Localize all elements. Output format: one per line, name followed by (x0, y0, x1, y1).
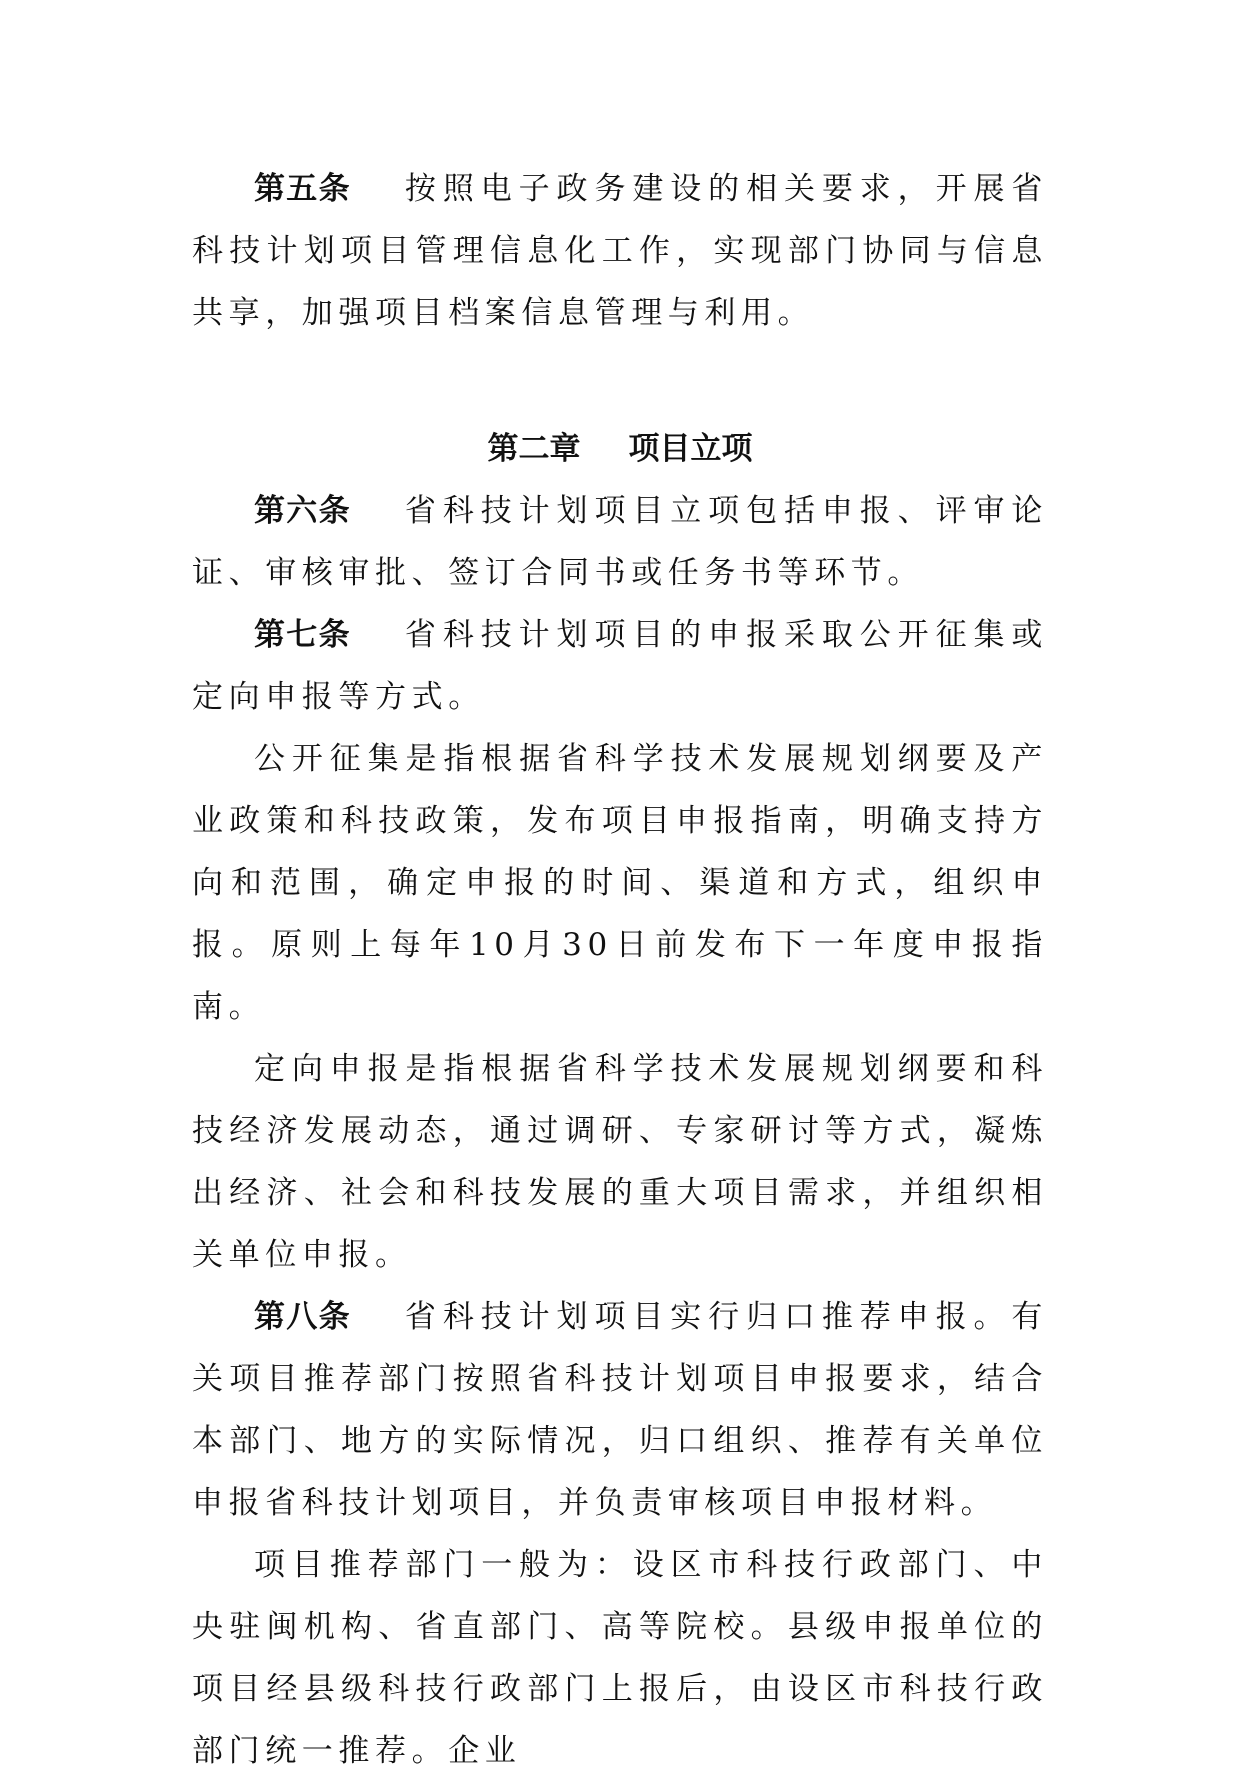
paragraph-public-solicitation: 公开征集是指根据省科学技术发展规划纲要及产业政策和科技政策，发布项目申报指南，明确支持方向和范围，确定申报的时间、渠道和方式，组织申报。原则上每年10月30日前发布下一年度申报指南。 (192, 741, 1048, 1025)
article-6-text: 省科技计划项目立项包括申报、评审论证、审核审批、签订合同书或任务书等环节。 (192, 493, 1049, 591)
chapter-spacer (192, 344, 1048, 418)
chapter-title: 项目立项 (628, 431, 753, 467)
document-page (192, 158, 1048, 1782)
article-6 (192, 480, 1048, 604)
paragraph-directed-application: 定向申报是指根据省科学技术发展规划纲要和科技经济发展动态，通过调研、专家研讨等方式，凝炼出经济、社会和科技发展的重大项目需求，并组织相关单位申报。 (192, 1051, 1048, 1273)
article-8-label: 第八条 (254, 1299, 351, 1335)
article-7 (192, 604, 1048, 728)
article-8 (192, 1286, 1048, 1534)
article-7-text: 省科技计划项目的申报采取公开征集或定向申报等方式。 (192, 617, 1049, 715)
article-7-label: 第七条 (254, 617, 351, 653)
article-8-text: 省科技计划项目实行归口推荐申报。有关项目推荐部门按照省科技计划项目申报要求，结合本部门、地方的实际情况，归口组织、推荐有关单位申报省科技计划项目，并负责审核项目申报材料。 (192, 1299, 1049, 1521)
article-5-label: 第五条 (254, 171, 351, 207)
chapter-heading (192, 418, 1048, 480)
paragraph-recommending-departments: 项目推荐部门一般为：设区市科技行政部门、中央驻闽机构、省直部门、高等院校。县级申报单位的项目经县级科技行政部门上报后，由设区市科技行政部门统一推荐。企业 (192, 1547, 1048, 1769)
chapter-number: 第二章 (487, 431, 581, 467)
article-5-text: 按照电子政务建设的相关要求，开展省科技计划项目管理信息化工作，实现部门协同与信息共享，加强项目档案信息管理与利用。 (192, 171, 1049, 331)
article-6-label: 第六条 (254, 493, 351, 529)
article-5 (192, 158, 1048, 344)
